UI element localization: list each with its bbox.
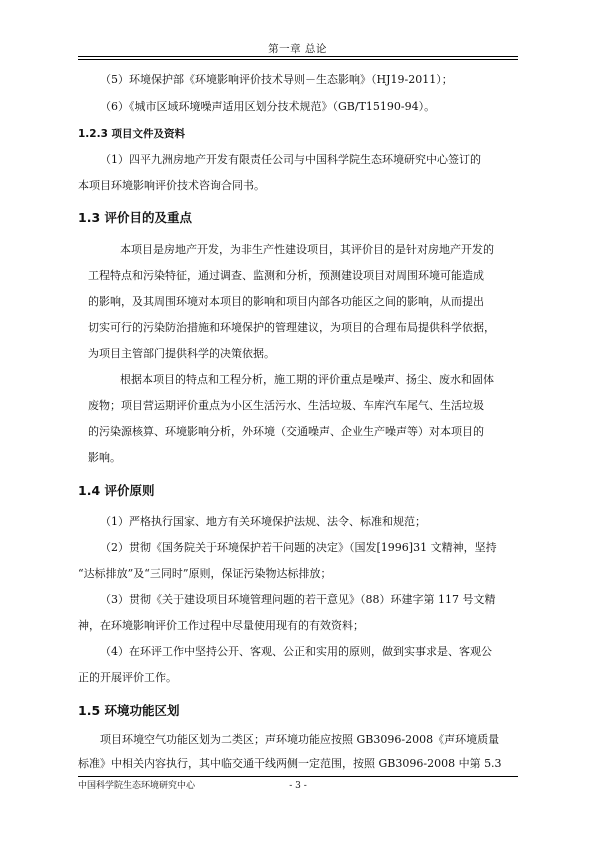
- footer-organization: 中国科学院生态环境研究中心: [78, 781, 196, 791]
- paragraph-line: 根据本项目的特点和工程分析，施工期的评价重点是噪声、扬尘、废水和固体: [120, 373, 494, 386]
- principle-item-cont: “达标排放”及“三同时”原则，保证污染物达标排放；: [78, 567, 332, 580]
- paragraph-line: （1）四平九洲房地产开发有限责任公司与中国科学院生态环境研究中心签订的: [100, 153, 481, 166]
- page-number: - 3 -: [289, 781, 307, 791]
- header-rule: [78, 56, 518, 57]
- running-header-title: 第一章 总论: [268, 43, 327, 55]
- section-heading-1-4: 1.4 评价原则: [78, 483, 155, 498]
- section-heading-1-2-3: 1.2.3 项目文件及资料: [78, 128, 186, 140]
- principle-item-cont: 神，在环境影响评价工作过程中尽量使用现有的有效资料；: [78, 619, 364, 632]
- section-heading-1-3: 1.3 评价目的及重点: [78, 210, 192, 225]
- principle-item: （2）贯彻《国务院关于环境保护若干问题的决定》（国发[1996]31 文精神，坚持: [100, 541, 497, 554]
- paragraph-line: 本项目环境影响评价技术咨询合同书。: [78, 179, 265, 192]
- paragraph-line: 切实可行的污染防治措施和环境保护的管理建议，为项目的合理布局提供科学依据，: [88, 321, 495, 334]
- paragraph-line: 影响。: [88, 451, 121, 464]
- paragraph-line: 的污染源核算、环境影响分析，外环境（交通噪声、企业生产噪声等）对本项目的: [88, 425, 484, 438]
- paragraph-line: 标准》中相关内容执行，其中临交通干线两侧一定范围，按照 GB3096-2008 中第 5.3: [78, 757, 502, 770]
- section-heading-1-5: 1.5 环境功能区划: [78, 703, 180, 718]
- law-item-5: （5）环境保护部《环境影响评价技术导则－生态影响》（HJ19-2011）；: [100, 73, 453, 86]
- paragraph-line: 工程特点和污染特征，通过调查、监测和分析，预测建设项目对周围环境可能造成: [88, 269, 484, 282]
- paragraph-line: 本项目是房地产开发，为非生产性建设项目，其评价目的是针对房地产开发的: [120, 243, 494, 256]
- footer-rule: [78, 776, 518, 777]
- paragraph-line: 的影响，及其周围环境对本项目的影响和项目内部各功能区之间的影响，从而提出: [88, 295, 484, 308]
- header-rule-thin: [78, 59, 518, 60]
- principle-item-cont: 正的开展评价工作。: [78, 671, 177, 684]
- principle-item: （3）贯彻《关于建设项目环境管理问题的若干意见》（88）环建字第 117 号文精: [100, 593, 496, 606]
- paragraph-line: 废物；项目营运期评价重点为小区生活污水、生活垃圾、车库汽车尾气、生活垃圾: [88, 399, 484, 412]
- principle-item: （4）在环评工作中坚持公开、客观、公正和实用的原则，做到实事求是、客观公: [100, 645, 492, 658]
- law-item-6: （6）《城市区域环境噪声适用区划分技术规范》（GB/T15190-94）。: [100, 100, 436, 113]
- paragraph-line: 为项目主管部门提供科学的决策依据。: [88, 347, 275, 360]
- paragraph-line: 项目环境空气功能区划为二类区；声环境功能应按照 GB3096-2008《声环境质量: [100, 733, 500, 746]
- principle-item: （1）严格执行国家、地方有关环境保护法规、法令、标准和规范；: [100, 515, 426, 528]
